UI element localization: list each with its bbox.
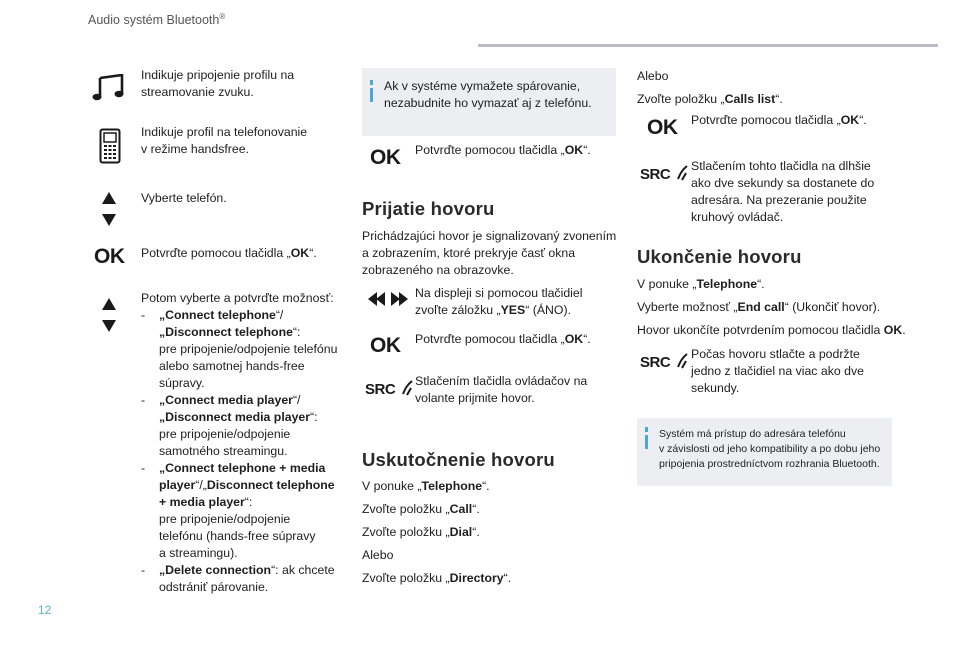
ok-button-icon: OK — [370, 334, 401, 357]
confirm-ok-text: Potvrďte pomocou tlačidla „OK“. — [691, 113, 867, 127]
list-item: - „Connect telephone“/ „Disconnect telephone“: pre pripojenie/odpojenie telefónu alebo samotnej hands-free súpravy. — [141, 308, 338, 390]
src-button-icon: SRC — [640, 353, 689, 372]
running-header: Audio systém Bluetooth® — [88, 12, 226, 28]
page-number: 12 — [38, 603, 52, 617]
profile-handsfree-text: Indikuje profil na telefonovanie v režime handsfree. — [141, 125, 308, 156]
up-down-arrows-icon — [101, 192, 117, 231]
hold-button-text: Počas hovoru stlačte a podržte jedno z tlačidiel na viac ako dve sekundy. — [691, 347, 864, 395]
header-rule — [478, 44, 938, 47]
select-phone-text: Vyberte telefón. — [141, 191, 227, 205]
confirm-ok-text: Potvrďte pomocou tlačidla „OK“. — [141, 246, 317, 260]
make-call-steps: V ponuke „Telephone“. Zvoľte položku „Call“. Zvoľte položku „Dial“. Alebo Zvoľte položku „Directory“. — [362, 479, 512, 585]
connection-options: Potom vyberte a potvrďte možnosť: - „Connect telephone“/ „Disconnect telephone“: pre pripojenie/odpojenie telefónu alebo samotnej hands-free súpravy. - „Connect media player“/ „Disconnect media player“: pre pripojenie/odpojenie samotného streamingu. - „Connect telephone + media player“/„Disconnect telephone + media player“: pre pripojenie/odpojenie telefónu (hands-free súpravy a streamingu). - „Delete connection“: ak chcete odstrániť párovanie. — [141, 290, 351, 596]
select-yes-text: Na displeji si pomocou tlačidiel zvoľte záložku „YES“ (ÁNO). — [415, 286, 583, 317]
list-item: - „Connect telephone + media player“/„Disconnect telephone + media player“: pre pripojenie/odpojenie telefónu (hands-free súpravy a streamingu). — [141, 461, 335, 560]
list-item: - „Delete connection“: ak chcete odstrániť párovanie. — [141, 563, 335, 594]
src-button-icon: SRC — [640, 165, 689, 184]
info-note: Systém má prístup do adresára telefónu v závislosti od jeho kompatibility a po dobu jeho pripojenia prostredníctvom rozhrania Bluetooth. — [637, 418, 892, 486]
ok-button-icon: OK — [370, 146, 401, 169]
receive-call-text: Prichádzajúci hovor je signalizovaný zvonením a zobrazením, ktoré prekryje časť okna zobrazeného na obrazovke. — [362, 229, 617, 277]
ok-button-icon: OK — [647, 116, 678, 139]
left-right-arrows-icon — [368, 292, 408, 311]
music-note-icon — [92, 74, 126, 107]
info-icon-bar — [645, 435, 648, 449]
heading-receive-call: Prijatie hovoru — [362, 198, 495, 219]
info-icon-bar — [370, 88, 373, 102]
calls-list-text: Zvoľte položku „Calls list“. — [637, 92, 783, 106]
confirm-ok-text: Potvrďte pomocou tlačidla „OK“. — [415, 332, 591, 346]
profile-stream-text: Indikuje pripojenie profilu na streamovanie zvuku. — [141, 68, 295, 99]
ok-button-icon: OK — [94, 245, 125, 268]
list-item: - „Connect media player“/ „Disconnect media player“: pre pripojenie/odpojenie samotného streamingu. — [141, 393, 318, 458]
info-icon — [645, 427, 648, 432]
alebo-text: Alebo — [637, 69, 669, 83]
info-note: Ak v systéme vymažete spárovanie, nezabudnite ho vymazať aj z telefónu. — [362, 68, 616, 136]
end-call-steps: V ponuke „Telephone“. Vyberte možnosť „End call“ (Ukončiť hovor). Hovor ukončíte potvrdením pomocou tlačidla OK. — [637, 277, 906, 337]
phone-icon — [99, 128, 121, 169]
up-down-arrows-icon — [101, 298, 117, 337]
directory-text: Stlačením tohto tlačidla na dlhšie ako dve sekundy sa dostanete do adresára. Na prezeranie použite kruhový ovládač. — [691, 159, 875, 224]
answer-call-text: Stlačením tlačidla ovládačov na volante prijmite hovor. — [415, 374, 588, 405]
heading-make-call: Uskutočnenie hovoru — [362, 449, 555, 470]
src-button-icon: SRC — [365, 380, 414, 399]
heading-end-call: Ukončenie hovoru — [637, 246, 802, 267]
confirm-ok-text: Potvrďte pomocou tlačidla „OK“. — [415, 143, 591, 157]
info-icon — [370, 80, 373, 85]
